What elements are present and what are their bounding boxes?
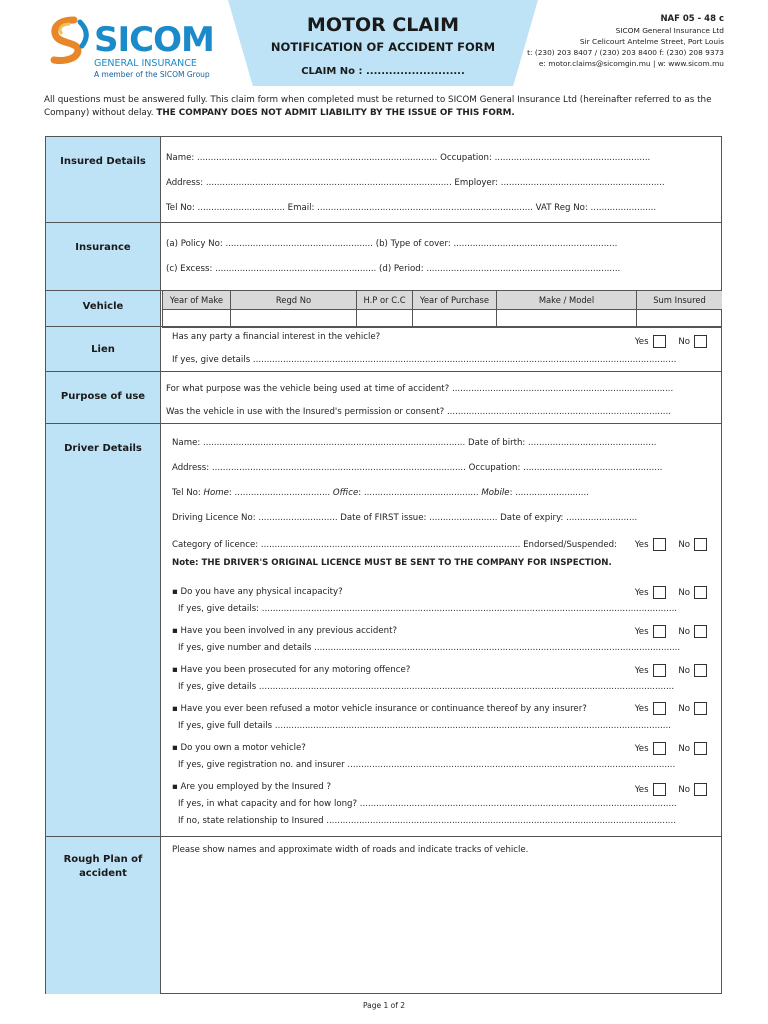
company-logo [44, 14, 224, 84]
section-label: Purpose of use [46, 372, 161, 423]
col-year-make: Year of Make [163, 291, 231, 309]
vehicle-table [162, 291, 722, 328]
yes-checkbox[interactable] [653, 783, 666, 796]
no-checkbox[interactable] [694, 702, 707, 715]
company-phone: t: (230) 203 8407 / (230) 203 8400 f: (230) 208 9373 [527, 48, 724, 57]
cell-year-make[interactable] [163, 309, 231, 327]
col-regd-no: Regd No [231, 291, 357, 309]
insured-name-field[interactable]: Name: ........................................................................................ Occupation: ......................................................... [166, 153, 651, 163]
page-number: Page 1 of 2 [362, 1001, 406, 1010]
company-info [527, 14, 724, 69]
endorsed-yes-no: Yes No [635, 538, 707, 551]
col-make-model: Make / Model [497, 291, 637, 309]
driver-tel-field[interactable]: Tel No: Home: ................................... Office: .......................................... Mobile: ........................... [172, 488, 589, 498]
plan-drawing-area[interactable] [162, 859, 721, 994]
section-vehicle [46, 291, 721, 327]
section-purpose [46, 372, 721, 424]
section-lien [46, 327, 721, 372]
yes-checkbox[interactable] [653, 586, 666, 599]
section-label: Lien [46, 327, 161, 371]
claim-number[interactable]: CLAIM No : .......................... [301, 66, 465, 77]
col-year-purchase: Year of Purchase [413, 291, 497, 309]
licence-field[interactable]: Driving Licence No: ............................. Date of FIRST issue: ......................... Date of expiry: .......................... [172, 513, 638, 523]
section-insurance [46, 223, 721, 291]
driver-name-field[interactable]: Name: ................................................................................................ Date of birth: ............................................... [172, 438, 657, 448]
cell-make-model[interactable] [497, 309, 637, 327]
no-checkbox[interactable] [694, 742, 707, 755]
company-name: SICOM General Insurance Ltd [615, 26, 724, 35]
excess-field[interactable]: (c) Excess: ........................................................... (d) Period: ....................................................................... [166, 264, 621, 274]
no-checkbox[interactable] [694, 335, 707, 348]
licence-note: Note: THE DRIVER'S ORIGINAL LICENCE MUST BE SENT TO THE COMPANY FOR INSPECTION. [172, 558, 612, 568]
intro-text [44, 94, 726, 120]
incapacity-yes-no: Yes No [635, 586, 707, 599]
q-refused: ▪ Have you ever been refused a motor vehicle insurance or continuance thereof by any insurer? [172, 704, 587, 714]
refused-details[interactable]: If yes, give full details ................................................................................................................................................. [178, 721, 671, 731]
section-driver [46, 424, 721, 837]
prosecuted-details[interactable]: If yes, give details ........................................................................................................................................................ [178, 682, 675, 692]
purpose-field[interactable]: For what purpose was the vehicle being used at time of accident? ................................................................................. [166, 384, 674, 394]
form-subtitle: NOTIFICATION OF ACCIDENT FORM [270, 40, 496, 54]
employed-details[interactable]: If yes, in what capacity and for how long? .................................................................................................................... [178, 799, 677, 809]
section-label: Vehicle [46, 291, 161, 326]
plan-instruction: Please show names and approximate width of roads and indicate tracks of vehicle. [172, 845, 529, 855]
yes-checkbox[interactable] [653, 538, 666, 551]
section-rough-plan [46, 837, 721, 994]
q-own-vehicle: ▪ Do you own a motor vehicle? [172, 743, 306, 753]
driver-address-field[interactable]: Address: ............................................................................................. Occupation: ................................................... [172, 463, 663, 473]
no-checkbox[interactable] [694, 664, 707, 677]
policy-field[interactable]: (a) Policy No: ...................................................... (b) Type of cover: ............................................................ [166, 239, 618, 249]
section-insured [46, 137, 721, 223]
no-checkbox[interactable] [694, 538, 707, 551]
lien-yes-no: Yes No [635, 335, 707, 348]
brand-name: SICOM [94, 20, 214, 60]
intro-warning: THE COMPANY DOES NOT ADMIT LIABILITY BY THE ISSUE OF THIS FORM. [156, 108, 515, 118]
brand-tagline: A member of the SICOM Group [94, 70, 210, 79]
section-label: Driver Details [46, 424, 161, 836]
q-employed: ▪ Are you employed by the Insured ? [172, 782, 332, 792]
col-hp-cc: H.P or C.C [357, 291, 413, 309]
sicom-logo-icon [44, 16, 92, 66]
form-title: MOTOR CLAIM [306, 14, 460, 36]
yes-checkbox[interactable] [653, 742, 666, 755]
company-web: e: motor.claims@sicomgin.mu | w: www.sicom.mu [538, 59, 724, 68]
relationship-details[interactable]: If no, state relationship to Insured ................................................................................................................................ [178, 816, 676, 826]
company-address: Sir Celicourt Antelme Street, Port Louis [579, 37, 724, 46]
section-label: Insurance [46, 223, 161, 290]
no-checkbox[interactable] [694, 783, 707, 796]
cell-hp-cc[interactable] [357, 309, 413, 327]
claim-form [45, 136, 722, 994]
cell-sum-insured[interactable] [637, 309, 723, 327]
lien-question: Has any party a financial interest in the vehicle? [172, 332, 381, 342]
yes-checkbox[interactable] [653, 664, 666, 677]
insured-address-field[interactable]: Address: .......................................................................................... Employer: ............................................................ [166, 178, 665, 188]
lien-details-field[interactable]: If yes, give details ........................................................................................................................................................... [172, 355, 677, 365]
q-incapacity: ▪ Do you have any physical incapacity? [172, 587, 343, 597]
section-label: Rough Plan of accident [46, 837, 161, 994]
q-prosecuted: ▪ Have you been prosecuted for any motoring offence? [172, 665, 411, 675]
prosecuted-yes-no: Yes No [635, 664, 707, 677]
section-label: Insured Details [46, 137, 161, 222]
permission-field[interactable]: Was the vehicle in use with the Insured's permission or consent? .................................................................................. [166, 407, 671, 417]
category-field[interactable]: Category of licence: ............................................................................................... Endorsed/Suspended: [172, 540, 618, 550]
refused-yes-no: Yes No [635, 702, 707, 715]
q-previous-accident: ▪ Have you been involved in any previous accident? [172, 626, 398, 636]
accident-yes-no: Yes No [635, 625, 707, 638]
employed-yes-no: Yes No [635, 783, 707, 796]
insured-tel-field[interactable]: Tel No: ................................ Email: ............................................................................... VAT Reg No: ........................ [166, 203, 657, 213]
cell-year-purchase[interactable] [413, 309, 497, 327]
cell-regd-no[interactable] [231, 309, 357, 327]
yes-checkbox[interactable] [653, 702, 666, 715]
no-checkbox[interactable] [694, 586, 707, 599]
brand-sub: GENERAL INSURANCE [94, 58, 197, 69]
accident-details[interactable]: If yes, give number and details ...................................................................................................................................... [178, 643, 681, 653]
yes-checkbox[interactable] [653, 625, 666, 638]
incapacity-details[interactable]: If yes, give details: ........................................................................................................................................................ [178, 604, 678, 614]
form-code: NAF 05 - 48 c [660, 14, 724, 24]
intro-body: All questions must be answered fully. This claim form when completed must be returned to SICOM General Insurance Ltd (hereinafter referred to as the Company) without delay. [44, 95, 712, 118]
col-sum-insured: Sum Insured [637, 291, 723, 309]
own-vehicle-yes-no: Yes No [635, 742, 707, 755]
own-vehicle-details[interactable]: If yes, give registration no. and insurer ........................................................................................................................ [178, 760, 676, 770]
yes-checkbox[interactable] [653, 335, 666, 348]
no-checkbox[interactable] [694, 625, 707, 638]
